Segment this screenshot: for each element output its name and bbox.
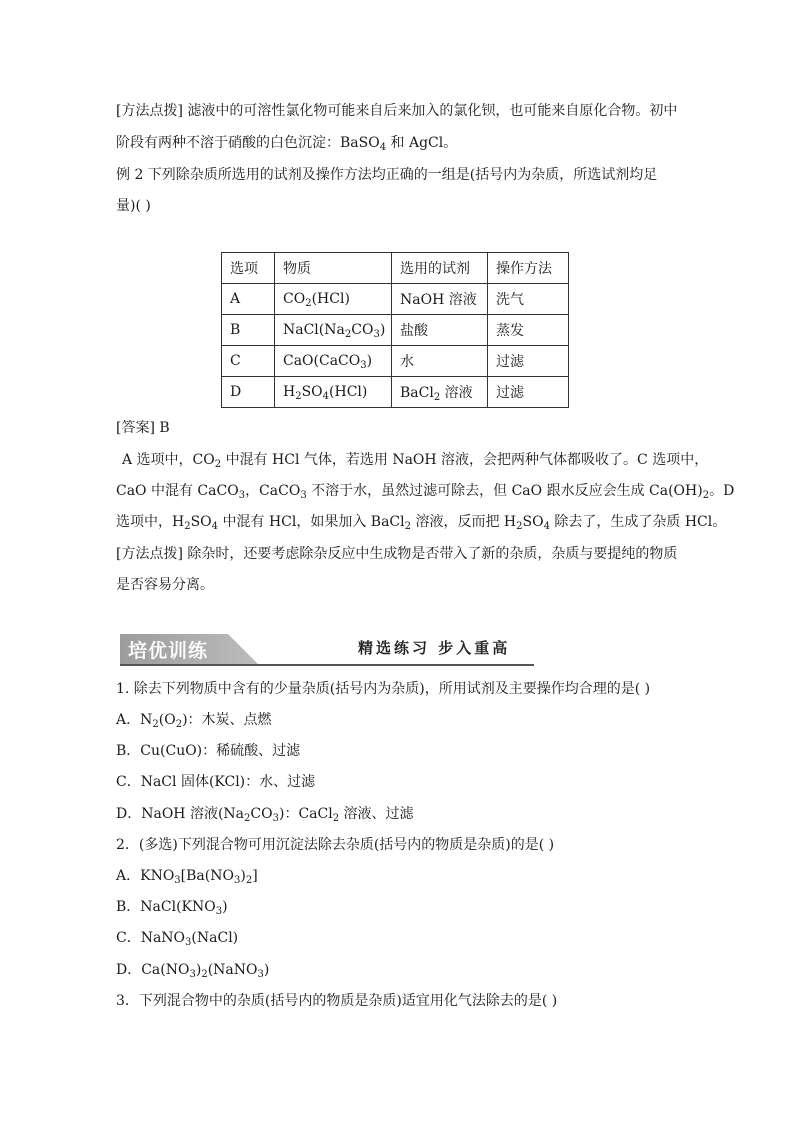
table-header-cell: 操作方法	[488, 253, 569, 284]
substance-cell: $H_2SO_4(HCl)$	[275, 377, 392, 408]
table-row	[222, 377, 569, 408]
example-2-stem: 例 2 下列除杂质所选用的试剂及操作方法均正确的一组是(括号内为杂质，所选试剂均足	[116, 167, 658, 183]
method-tip-2-line-1: [方法点拨] 除杂时，还要考虑除杂反应中生成物是否带入了新的杂质，杂质与要提纯的物质	[116, 546, 678, 562]
substance-cell: CaO(CaCO$_3$)	[275, 346, 392, 377]
method-cell: 洗气	[488, 284, 569, 315]
method-cell: 过滤	[488, 346, 569, 377]
question-2-option-c: C．NaNO$_3$(NaCl)	[116, 930, 239, 948]
reagent-cell: 盐酸	[392, 315, 488, 346]
table-row	[222, 346, 569, 377]
question-1-option-d: D．NaOH 溶液$(Na_2CO_3)$：CaCl$_2$ 溶液、过滤	[116, 806, 414, 824]
question-2-option-b: B．$NaCl(KNO_3)$	[116, 899, 228, 917]
explanation-line-2: CaO 中混有 CaCO$_3$，CaCO$_3$ 不溶于水，虽然过滤可除去，但 CaO 跟水反应会生成 $Ca(OH)_2$。D	[116, 483, 735, 501]
explanation-line-3: 选项中，$H_2SO_4$ 中混有 HCl，如果加入 BaCl$_2$ 溶液，反而把 $H_2SO_4$ 除去了，生成了杂质 HCl。	[116, 514, 727, 532]
question-1-option-c: C．NaCl 固体(KCl)：水、过滤	[116, 774, 316, 790]
banner-title: 培优训练	[128, 640, 209, 662]
explanation-line-1: A 选项中，$CO_2$ 中混有 HCl 气体，若选用 NaOH 溶液，会把两种气体都吸收了。C 选项中，	[122, 452, 709, 470]
banner-subtitle: 精选练习 步入重高	[358, 639, 511, 657]
question-3-stem: 3．下列混合物中的杂质(括号内的物质是杂质)适宜用化气法除去的是( )	[116, 993, 558, 1009]
table-row	[222, 284, 569, 315]
method-cell: 蒸发	[488, 315, 569, 346]
option-cell: B	[222, 315, 275, 346]
example-2-stem-cont: 量)( )	[116, 198, 151, 214]
option-cell: C	[222, 346, 275, 377]
option-cell: D	[222, 377, 275, 408]
table-header-row	[222, 253, 569, 284]
table-header-cell: 选项	[222, 253, 275, 284]
table-header-cell: 选用的试剂	[392, 253, 488, 284]
substance-cell: $NaCl(Na_2CO_3)$	[275, 315, 392, 346]
options-table	[221, 252, 569, 408]
question-1-stem: 1. 除去下列物质中含有的少量杂质(括号内为杂质)，所用试剂及主要操作均合理的是( )	[116, 681, 651, 697]
reagent-cell: 水	[392, 346, 488, 377]
table-row	[222, 315, 569, 346]
question-1-option-a: A．$N_2(O_2)$：木炭、点燃	[116, 712, 272, 730]
section-banner	[120, 633, 540, 665]
method-tip-2-line-2: 是否容易分离。	[116, 577, 214, 593]
reagent-cell: BaCl$_2$ 溶液	[392, 377, 488, 408]
method-cell: 过滤	[488, 377, 569, 408]
question-2-option-a: A．$KNO_3[Ba(NO_3)_2]$	[116, 868, 258, 886]
reagent-cell: NaOH 溶液	[392, 284, 488, 315]
option-cell: A	[222, 284, 275, 315]
banner-rule	[120, 664, 534, 666]
question-2-option-d: D．$Ca(NO_3)_2(NaNO_3)$	[116, 962, 270, 980]
table-header-cell: 物质	[275, 253, 392, 284]
method-tip-line-2: 阶段有两种不溶于硝酸的白色沉淀：BaSO$_4$ 和 AgCl。	[116, 135, 458, 153]
answer-line: [答案] B	[116, 420, 170, 436]
question-1-option-b: B．Cu(CuO)：稀硫酸、过滤	[116, 743, 301, 759]
substance-cell: $CO_2(HCl)$	[275, 284, 392, 315]
question-2-stem: 2．(多选)下列混合物可用沉淀法除去杂质(括号内的物质是杂质)的是( )	[116, 837, 555, 853]
method-tip-line-1: [方法点拨] 滤液中的可溶性氯化物可能来自后来加入的氯化钡，也可能来自原化合物。初中	[116, 103, 678, 119]
